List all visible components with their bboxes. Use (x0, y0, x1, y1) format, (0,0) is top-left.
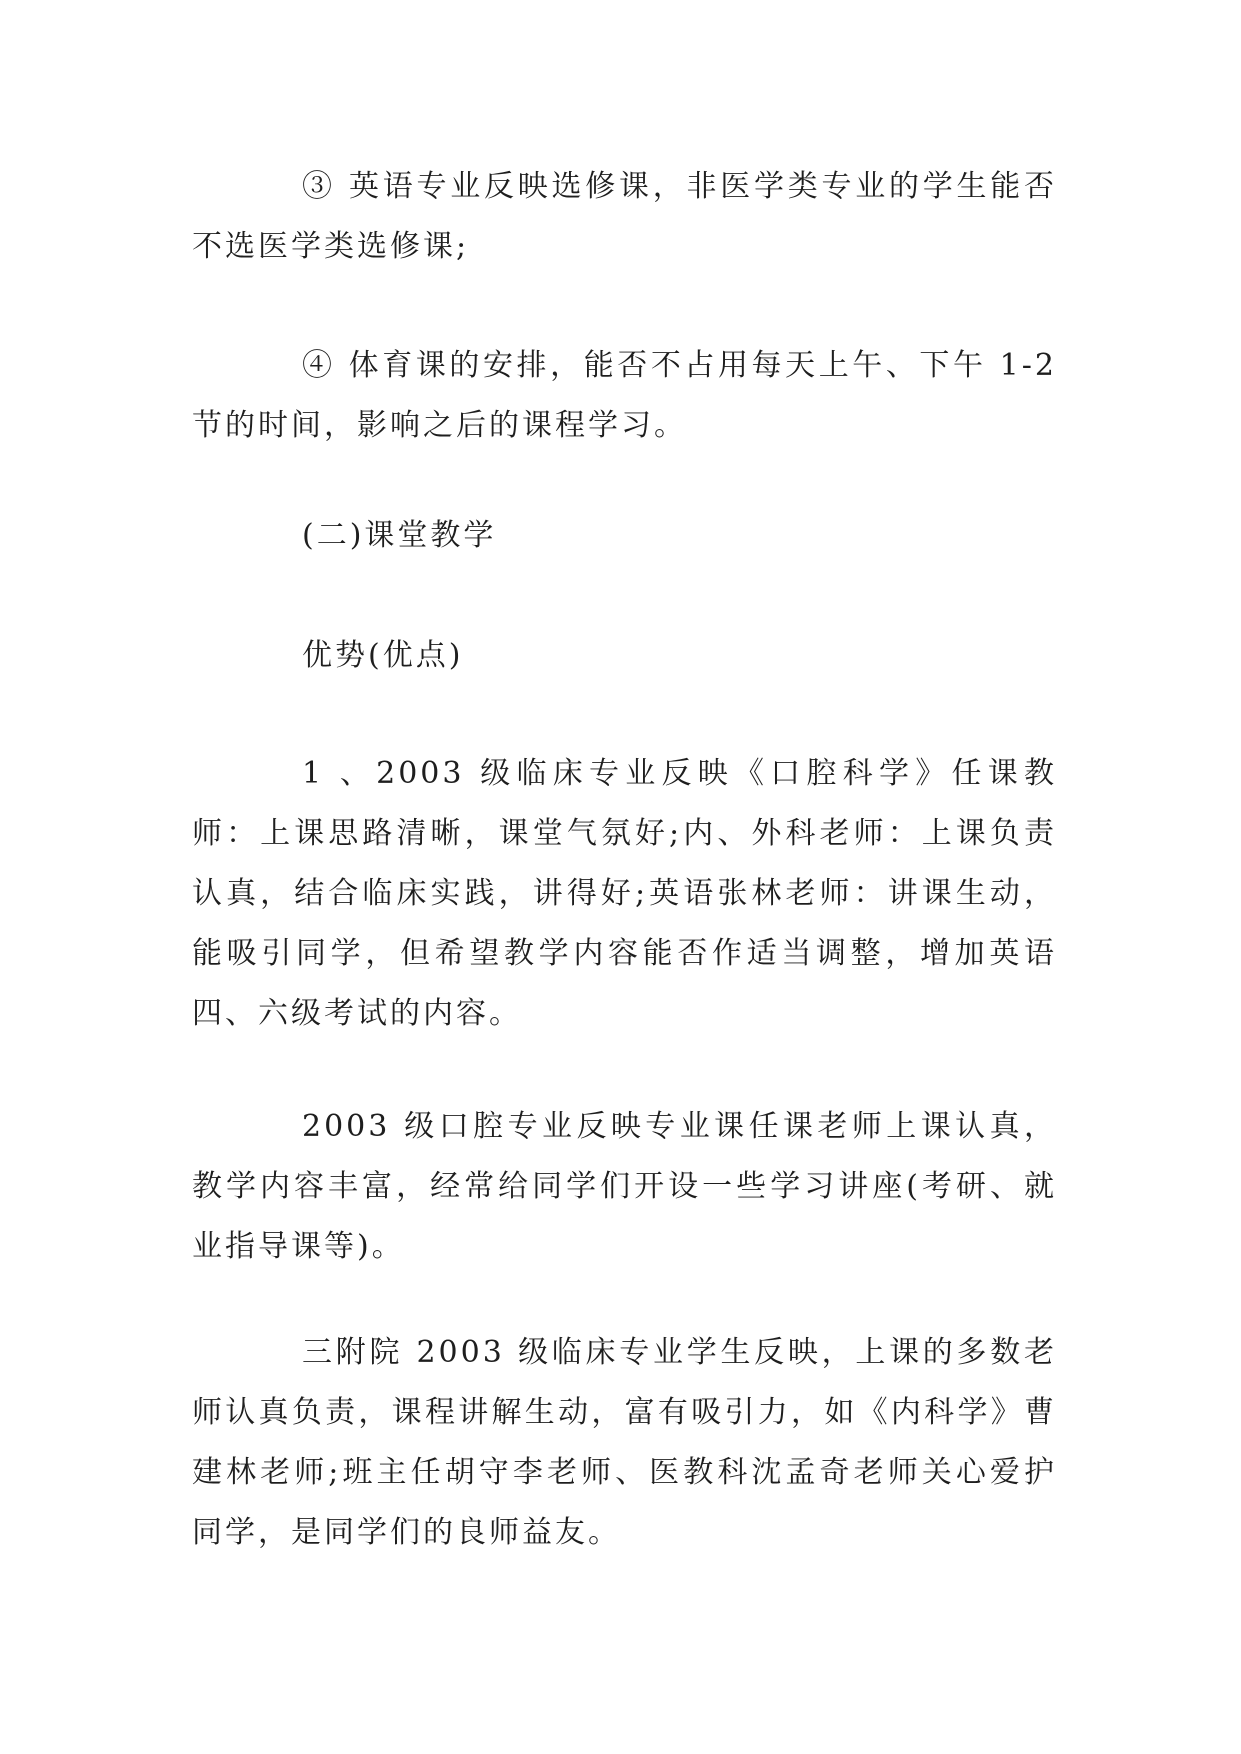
paragraph-elective-courses: ③ 英语专业反映选修课，非医学类专业的学生能否不选医学类选修课; (192, 169, 1057, 264)
paragraph-third-hospital-feedback: 三附院 2003 级临床专业学生反映，上课的多数老师认真负责，课程讲解生动，富有吸引力，如《内科学》曹建林老师;班主任胡守李老师、医教科沈孟奇老师关心爱护同学，是同学们的良师益友。 (192, 1335, 1057, 1550)
paragraph-pe-schedule: ④ 体育课的安排，能否不占用每天上午、下午 1-2 节的时间，影响之后的课程学习。 (192, 348, 1057, 443)
paragraph-clinical-feedback: 1 、2003 级临床专业反映《口腔科学》任课教师：上课思路清晰，课堂气氛好;内、外科老师：上课负责认真，结合临床实践，讲得好;英语张林老师：讲课生动，能吸引同学，但希望教学内容能否作适当调整，增加英语四、六级考试的内容。 (192, 756, 1057, 1031)
section-heading-classroom-teaching: (二)课堂教学 (302, 518, 497, 553)
paragraph-stomatology-feedback: 2003 级口腔专业反映专业课任课老师上课认真，教学内容丰富，经常给同学们开设一些学习讲座(考研、就业指导课等)。 (192, 1109, 1057, 1264)
subheading-advantages: 优势(优点) (302, 638, 464, 673)
